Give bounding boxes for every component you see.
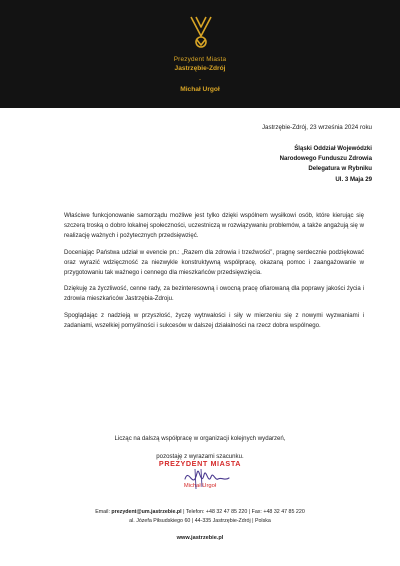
paragraph: Spoglądając z nadzieją w przyszłość, życzę wytrwałości i siły w mierzeniu się z nowymi wyzwaniami i zadaniami, wszelkiej pomyślności i sukcesów w dalszej działalności na rzecz dobra wspólnego. [64,311,364,329]
letter-body [64,211,364,337]
stamp-name: Michał Urgoł [183,483,217,489]
letterhead [0,0,400,108]
footer-phone-fax: | Telefon: +48 32 47 85 220 | Fax: +48 32 47 85 220 [183,509,305,515]
addressee-line: Ul. 3 Maja 29 [335,175,372,183]
stamp-title: PREZYDENT MIASTA [158,459,242,468]
footer-email-label: Email: [95,509,110,515]
header-city: Jastrzębie-Zdrój [174,65,226,72]
footer-address: al. Józefa Piłsudskiego 60 | 44-335 Jastrzębie-Zdrój | Polska [129,518,271,524]
paragraph: Dziękuję za życzliwość, cenne rady, za bezinteresowną i owocną pracę ofiarowaną dla poprawy jakości życia i zdrowia mieszkańców Jastrzębia-Zdroju. [64,285,364,303]
closing-line: Licząc na dalszą współpracę w organizacji kolejnych wydarzeń, [114,435,286,442]
addressee-block [280,144,372,185]
footer-website-link[interactable]: www.jastrzebie.pl [176,535,224,541]
official-stamp [155,457,245,497]
footer-contact [0,509,400,515]
closing-salutation: pozostaję z wyrazami szacunku. [156,453,244,460]
header-mayor-name: Michał Urgoł [180,86,220,93]
addressee-line: Śląski Oddział Wojewódzki [294,145,372,152]
addressee-line: Delegatura w Rybniku [308,165,372,173]
header-separator: - [199,77,201,83]
letter-date: Jastrzębie-Zdrój, 23 września 2024 roku [261,124,372,131]
paragraph: Doceniając Państwa udział w evencie pn.: „Razem dla zdrowia i trzeźwości”, pragnę serdecznie podziękować oraz wyrazić wdzięczność za niezwykle konstruktywną współpracę, okazaną pomoc i zaangażowanie w przygotowaniu tak ważnego i cennego dla mieszkańców przedsięwzięcia. [64,248,364,277]
handwritten-signature [155,457,245,497]
addressee-line: Narodowego Funduszu Zdrowia [279,155,372,163]
paragraph: Właściwe funkcjonowanie samorządu możliwe jest tylko dzięki wspólnem wysiłkowi osób, które kierując się szczerą troską o dobro lokalnej społeczności, uczestniczą w rozwiązywaniu problemów, a także angażują się w realizację ważnych i pożytecznych przedsięwzięć. [64,212,364,240]
footer-email-link[interactable]: prezydent@um.jastrzebie.pl [111,509,182,515]
header-title: Prezydent Miasta [173,56,227,63]
city-emblem-icon [188,14,214,50]
